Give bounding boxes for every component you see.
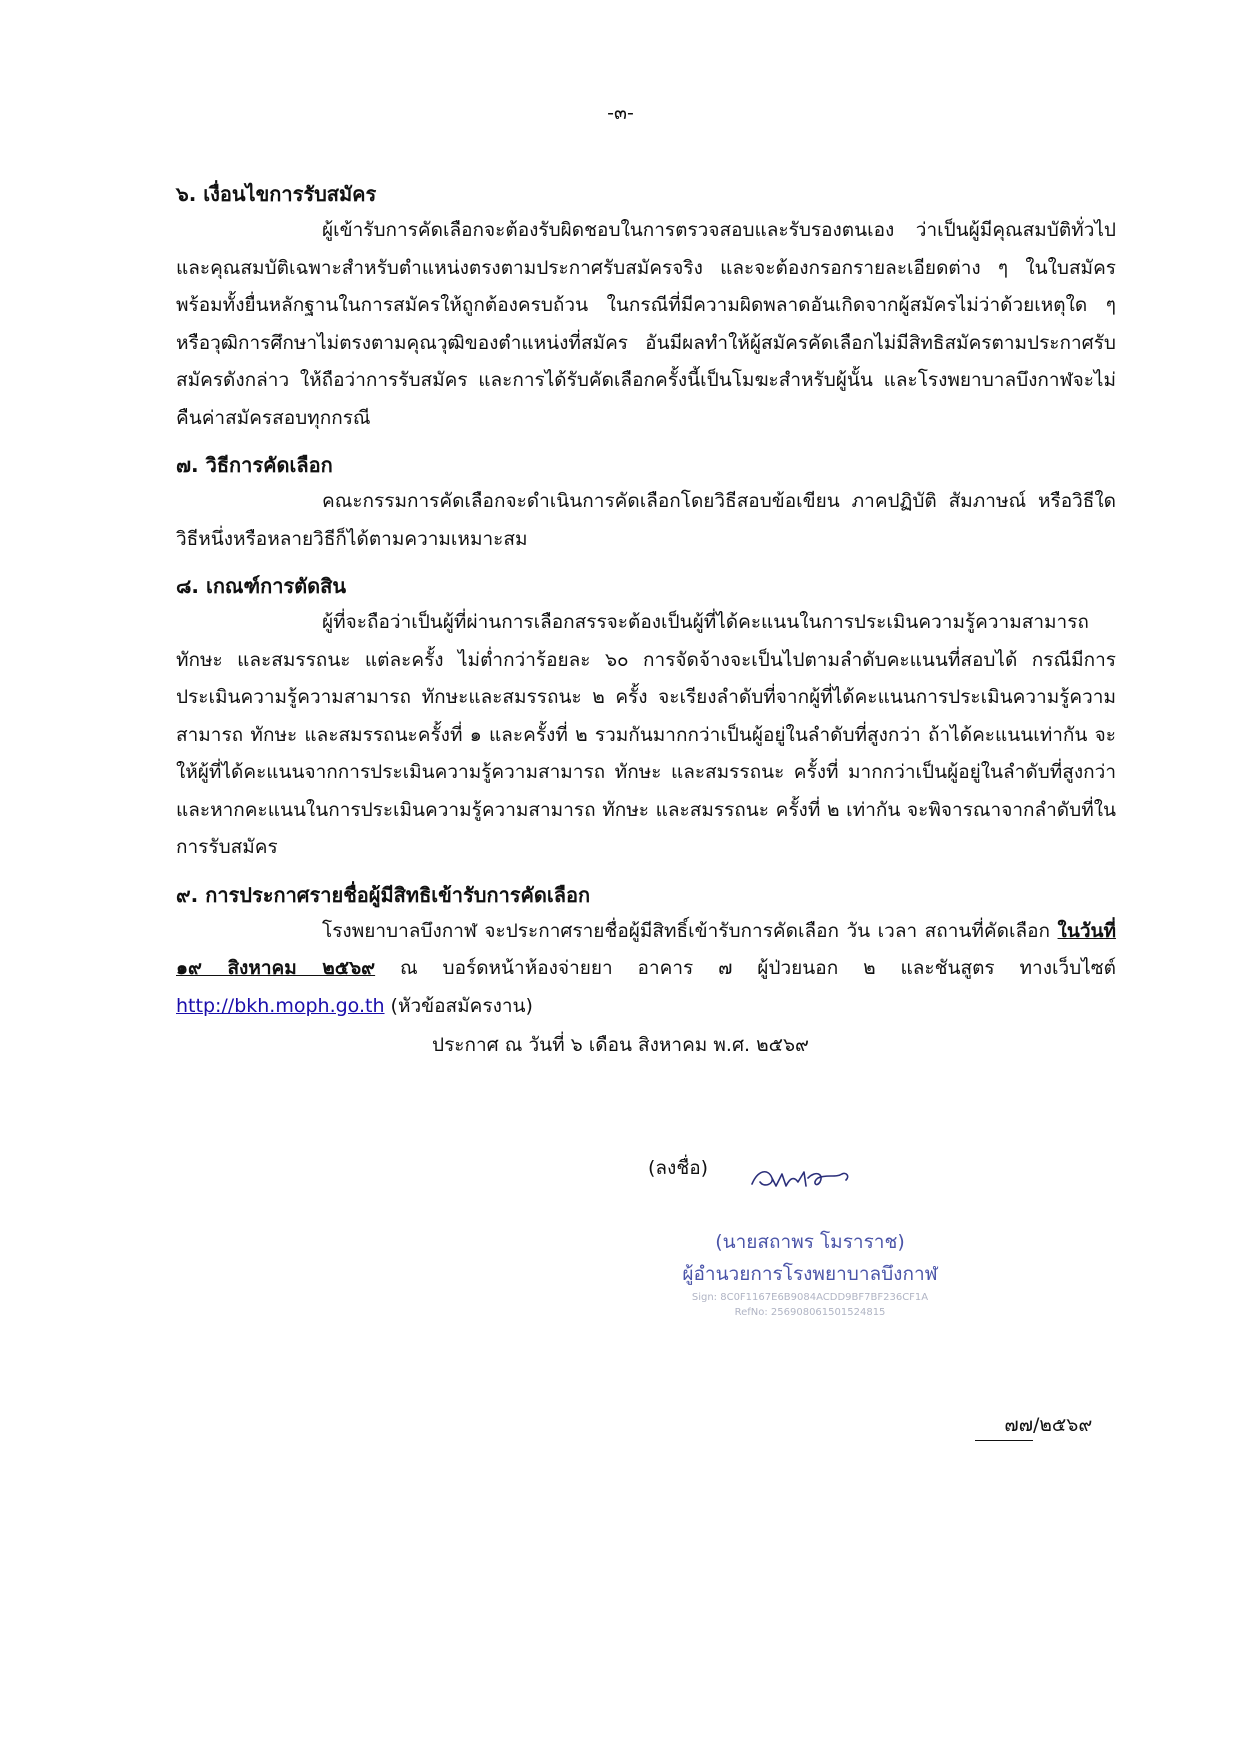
page-number: -๓- [607,102,634,124]
section-heading: ๗. วิธีการคัดเลือก [176,453,333,477]
section-heading: ๙. การประกาศรายชื่อผู้มีสิทธิเข้ารับการคัดเลือก [176,882,591,907]
sign-code: Sign: 8C0F1167E6B9084ACDD9BF7BF236CF1A [691,1292,929,1303]
section-paragraph: ผู้ที่จะถือว่าเป็นผู้ที่ผ่านการเลือกสรรจะต้องเป็นผู้ที่ได้คะแนนในการประเมินความรู้ความสามารถ ทักษะ และสมรรถนะ แต่ละครั้ง ไม่ต่ำกว่าร้อยละ ๖๐ การจัดจ้างจะเป็นไปตามลำดับคะแนนที่สอบได้ กรณีมีการประเมินความรู้ความสามารถ ทักษะและสมรรถนะ ๒ ครั้ง จะเรียงลำดับที่จากผู้ที่ได้คะแนนการประเมินความรู้ความสามารถ ทักษะ และสมรรถนะครั้งที่ ๑ และครั้งที่ ๒ รวมกันมากกว่าเป็นผู้อยู่ในลำดับที่สูงกว่า ถ้าได้คะแนนเท่ากัน จะให้ผู้ที่ได้คะแนนจากการประเมินความรู้ความสามารถ ทักษะ และสมรรถนะ ครั้งที่ มากกว่าเป็นผู้อยู่ในลำดับที่สูงกว่า และหากคะแนนในการประเมินความรู้ความสามารถ ทักษะ และสมรรถนะ ครั้งที่ ๒ เท่ากัน จะพิจารณาจากลำดับที่ในการรับสมัคร [176,611,1116,858]
signer-name: (นายสถาพร โมราราช) [715,1231,905,1253]
signer-block [640,1226,980,1320]
reference-number: RefNo: 256908061501524815 [734,1307,886,1318]
announcement-date-line: ประกาศ ณ วันที่ ๖ เดือน สิงหาคม พ.ศ. ๒๕๖๙ [432,1034,809,1056]
document-body [176,178,1116,1037]
sign-label: (ลงชื่อ) [648,1157,709,1179]
section-paragraph [176,913,1116,1026]
section-text: ณ บอร์ดหน้าห้องจ่ายยา อาคาร ๗ ผู้ป่วยนอก ๒ และชันสูตร ทางเว็บไซต์ [375,957,1117,979]
document-number [975,1410,1092,1441]
website-link[interactable]: http://bkh.moph.go.th [176,994,385,1017]
section-criteria [176,570,1116,867]
section-text: (หัวข้อสมัครงาน) [384,994,533,1017]
signature-image [746,1148,856,1198]
section-heading: ๘. เกณฑ์การตัดสิน [176,574,347,598]
announcement-date: ในวันที่ ๑๙ สิงหาคม ๒๕๖๙ [176,919,1116,979]
section-paragraph: คณะกรรมการคัดเลือกจะดำเนินการคัดเลือกโดยวิธีสอบข้อเขียน ภาคปฏิบัติ สัมภาษณ์ หรือวิธีใดวิธีหนึ่งหรือหลายวิธีก็ได้ตามความเหมาะสม [176,490,1116,550]
section-paragraph: ผู้เข้ารับการคัดเลือกจะต้องรับผิดชอบในการตรวจสอบและรับรองตนเอง ว่าเป็นผู้มีคุณสมบัติทั่วไปและคุณสมบัติเฉพาะสำหรับตำแหน่งตรงตามประกาศรับสมัครจริง และจะต้องกรอกรายละเอียดต่าง ๆ ในใบสมัคร พร้อมทั้งยื่นหลักฐานในการสมัครให้ถูกต้องครบถ้วน ในกรณีที่มีความผิดพลาดอันเกิดจากผู้สมัครไม่ว่าด้วยเหตุใด ๆ หรือวุฒิการศึกษาไม่ตรงตามคุณวุฒิของตำแหน่งที่สมัคร อันมีผลทำให้ผู้สมัครคัดเลือกไม่มีสิทธิสมัครตามประกาศรับสมัครดังกล่าว ให้ถือว่าการรับสมัคร และการได้รับคัดเลือกครั้งนี้เป็นโมฆะสำหรับผู้นั้น และโรงพยาบาลบึงกาฬจะไม่คืนค่าสมัครสอบทุกกรณี [176,219,1116,429]
section-text: โรงพยาบาลบึงกาฬ จะประกาศรายชื่อผู้มีสิทธิ์เข้ารับการคัดเลือก วัน เวลา สถานที่คัดเลือก [322,919,1058,942]
section-selection-method [176,449,1116,558]
document-number-year: /๒๕๖๙ [1033,1414,1093,1436]
section-conditions [176,178,1116,437]
section-announcement [176,879,1116,1026]
section-heading: ๖. เงื่อนไขการรับสมัคร [176,182,377,206]
document-number-value: ๗๗ [975,1410,1033,1441]
signer-title: ผู้อำนวยการโรงพยาบาลบึงกาฬ [682,1263,938,1285]
